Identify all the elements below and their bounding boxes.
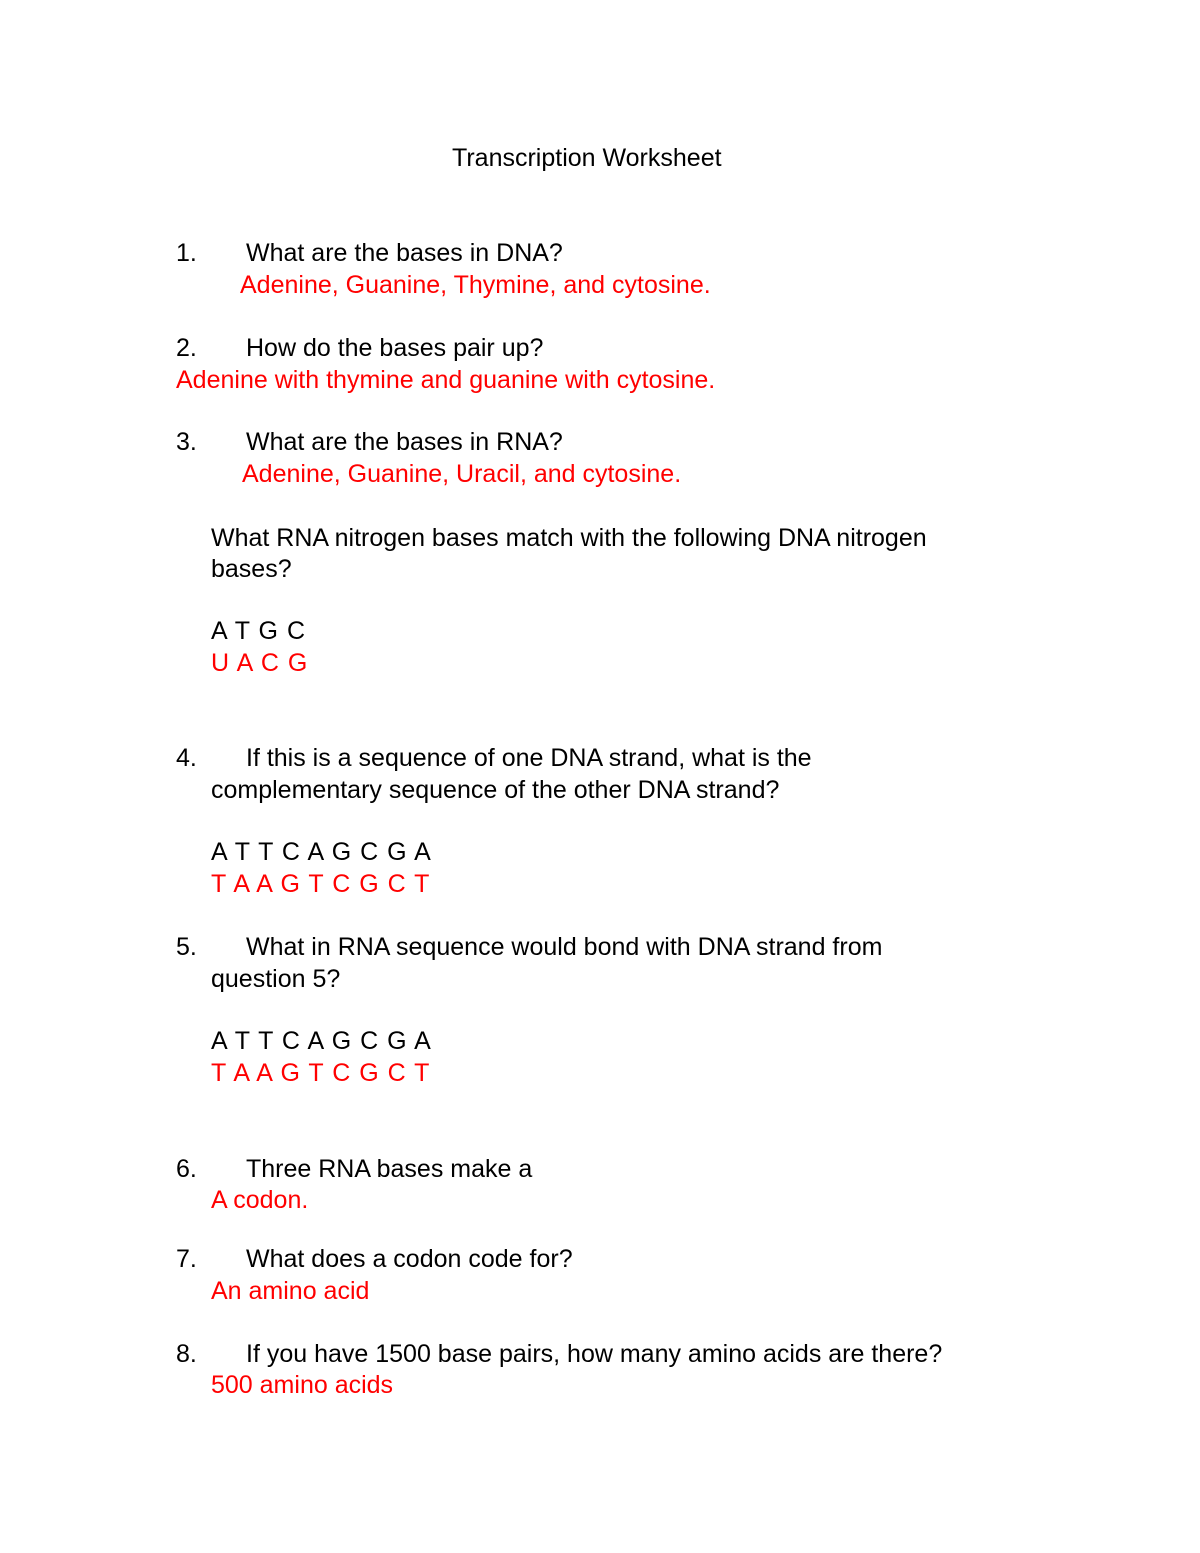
q1-answer: Adenine, Guanine, Thymine, and cytosine.: [240, 271, 711, 299]
q3-subquestion-line2: bases?: [211, 555, 292, 583]
q2-number: 2.: [176, 334, 197, 362]
q4-question-line2: complementary sequence of the other DNA strand?: [211, 776, 780, 804]
q1-question: What are the bases in DNA?: [246, 239, 563, 267]
q4-number: 4.: [176, 744, 197, 772]
q2-answer: Adenine with thymine and guanine with cytosine.: [176, 366, 716, 394]
q7-number: 7.: [176, 1245, 197, 1273]
q3-number: 3.: [176, 428, 197, 456]
q1-number: 1.: [176, 239, 197, 267]
q8-number: 8.: [176, 1340, 197, 1368]
q5-question-line1: What in RNA sequence would bond with DNA strand from: [246, 933, 883, 961]
q8-answer: 500 amino acids: [211, 1371, 394, 1399]
q5-dna-sequence: A T T C A G C G A: [211, 1027, 432, 1055]
q4-answer: T A A G T C G C T: [211, 870, 431, 898]
q2-question: How do the bases pair up?: [246, 334, 544, 362]
q7-question: What does a codon code for?: [246, 1245, 573, 1273]
q3-subquestion-line1: What RNA nitrogen bases match with the following DNA nitrogen: [211, 524, 927, 552]
q3-rna-answer: U A C G: [211, 649, 309, 677]
q3-question: What are the bases in RNA?: [246, 428, 563, 456]
q4-dna-sequence: A T T C A G C G A: [211, 838, 432, 866]
q5-number: 5.: [176, 933, 197, 961]
page-title: Transcription Worksheet: [452, 144, 722, 172]
q8-question: If you have 1500 base pairs, how many amino acids are there?: [246, 1340, 943, 1368]
q6-number: 6.: [176, 1155, 197, 1183]
q3-dna-sequence: A T G C: [211, 617, 307, 645]
q6-question: Three RNA bases make a: [246, 1155, 533, 1183]
q6-answer: A codon.: [211, 1186, 309, 1214]
q3-answer: Adenine, Guanine, Uracil, and cytosine.: [242, 460, 682, 488]
q4-question-line1: If this is a sequence of one DNA strand, what is the: [246, 744, 812, 772]
q5-answer: T A A G T C G C T: [211, 1059, 431, 1087]
q7-answer: An amino acid: [211, 1277, 370, 1305]
q5-question-line2: question 5?: [211, 965, 341, 993]
